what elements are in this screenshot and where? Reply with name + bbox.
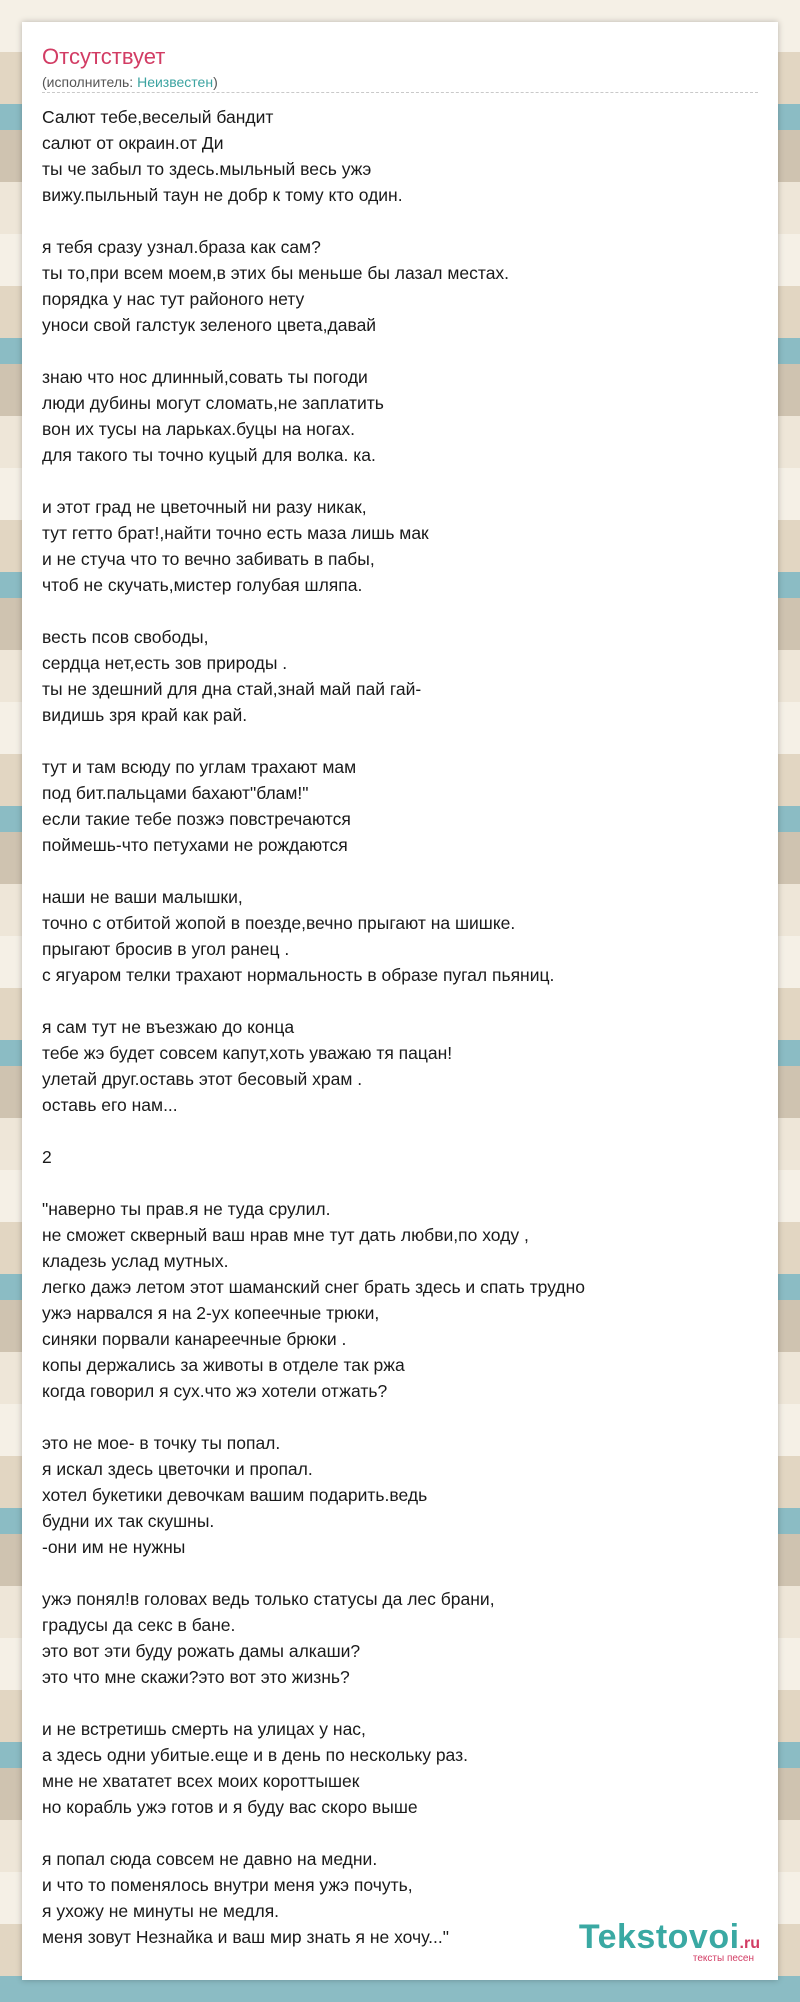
logo-name: Tekstovoi [578, 1918, 740, 1956]
logo-tagline: тексты песен [692, 1953, 754, 1964]
logo-tld: .ru [739, 1935, 760, 1952]
artist-link[interactable]: Неизвестен [137, 74, 214, 90]
header-divider [42, 92, 758, 93]
artist-line [42, 74, 218, 90]
artist-prefix: (исполнитель: [42, 74, 138, 90]
lyrics-text: Салют тебе,веселый бандит салют от окраин.от Ди ты че забыл то здесь.мыльный весь ужэ вижу.пыльный таун не добр к тому кто один. я тебя сразу узнал.браза как сам? ты то,при всем моем,в этих бы меньше бы лазал местах. порядка у нас тут районого нету уноси свой галстук зеленого цвета,давай знаю что нос длинный,совать ты погоди люди дубины могут сломать,не заплатить вон их тусы на ларьках.буцы на ногах. для такого ты точно куцый для волка. ка. и этот град не цветочный ни разу никак, тут гетто брат!,найти точно есть маза лишь мак и не стуча что то вечно забивать в пабы, чтоб не скучать,мистер голубая шляпа. весть псов свободы, сердца нет,есть зов природы . ты не здешний для дна стай,знай май пай гай- видишь зря край как рай. тут и там всюду по углам трахают мам под бит.пальцами бахают"блам!" если такие тебе позжэ повстречаются поймешь-что петухами не рождаются наши не ваши малышки, точно с отбитой жопой в поезде,вечно прыгают на шишке. прыгают бросив в угол ранец . с ягуаром телки трахают нормальность в образе пугал пьяниц. я сам тут не въезжаю до конца тебе жэ будет совсем капут,хоть уважаю тя пацан! улетай друг.оставь этот бесовый храм . оставь его нам... 2 "наверно ты прав.я не туда срулил. не сможет скверный ваш нрав мне тут дать любви,по ходу , кладезь услад мутных. легко дажэ летом этот шаманский снег брать здесь и спать трудно ужэ нарвался я на 2-ух копеечные трюки, синяки порвали канареечные брюки . копы держались за животы в отделе так ржа когда говорил я сух.что жэ хотели отжать? это не мое- в точку ты попал. я искал здесь цветочки и пропал. хотел букетики девочкам вашим подарить.ведь будни их так скушны. -они им не нужны ужэ понял!в головах ведь только статусы да лес брани, градусы да секс в бане. это вот эти буду рожать дамы алкаши? это что мне скажи?это вот это жизнь? и не встретишь смерть на улицах у нас, а здесь одни убитые.еще и в день по нескольку раз. мне не хвататет всех моих короттышек но корабль ужэ готов и я буду вас скоро выше я попал сюда совсем не давно на медни. и что то поменялось внутри меня ужэ почуть, я ухожу не минуты не медля. меня зовут Незнайка и ваш мир знать я не хочу..." [42, 107, 585, 1947]
artist-suffix: ) [213, 74, 218, 90]
site-logo[interactable] [579, 1918, 760, 1964]
song-title: Отсутствует [42, 44, 166, 69]
lyrics-card [22, 22, 778, 1980]
